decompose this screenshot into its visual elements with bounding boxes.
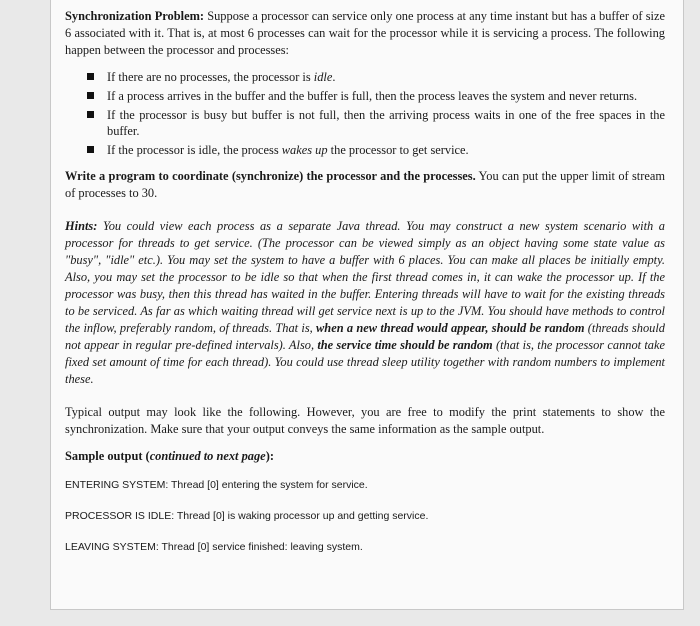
rules-list	[65, 69, 665, 158]
problem-heading: Synchronization Problem:	[65, 9, 205, 23]
list-item: If a process arrives in the buffer and the buffer is full, then the process leaves the system and never returns.	[87, 88, 665, 104]
sample-output-line-2: PROCESSOR IS IDLE: Thread [0] is waking processor up and getting service.	[65, 510, 429, 522]
list-item: If the processor is busy but buffer is not full, then the arriving process waits in one of the free spaces in the buffer.	[87, 107, 665, 139]
problem-statement	[65, 8, 665, 59]
hints-paragraph: Hints: You could view each process as a separate Java thread. You may construct a new system scenario with a processor for threads to get service. (The processor can be viewed simply as an object having some state value as "busy", "idle" etc.). You may set the system to have a buffer with 6 places. You can make all places be initially empty. Also, you may set the processor to be idle so that when the first thread comes in, it can wake the processor up. If the processor was busy, then this thread has waited in the buffer. Entering threads will have to wait for the existing threads to be serviced. As far as which waiting thread will get service next is up to the JVM. You should have methods to control the inflow, preferably random, of threads. That is, when a new thread would appear, should be random (threads should not appear in regular pre-defined intervals). Also, the service time should be random (that is, the processor cannot take fixed set amount of time for each thread). You could use thread sleep utility together with random numbers to implement these.	[65, 219, 666, 386]
sample-output-heading: Sample output (continued to next page):	[65, 449, 274, 463]
typical-output-paragraph: Typical output may look like the following. However, you are free to modify the print statements to show the synchronization. Make sure that your output conveys the same information as the sample output.	[65, 405, 665, 436]
sample-output-line-1: ENTERING SYSTEM: Thread [0] entering the system for service.	[65, 479, 368, 491]
document-content	[65, 8, 665, 556]
square-bullet-icon	[87, 111, 94, 118]
problem-text: Suppose a processor can service only one process at any time instant but has a buffer of size 6 associated with it. That is, at most 6 processes can wait for the processor while it is servicing a process. The following happen between the processor and processes:	[65, 9, 665, 57]
square-bullet-icon	[87, 146, 94, 153]
task-paragraph: Write a program to coordinate (synchronize) the processor and the processes. You can put the upper limit of stream of processes to 30.	[65, 169, 665, 200]
square-bullet-icon	[87, 73, 94, 80]
hints-label: Hints:	[65, 219, 98, 233]
task-bold: Write a program to coordinate (synchronize) the processor and the processes.	[65, 169, 476, 183]
list-item: If the processor is idle, the process wakes up the processor to get service.	[87, 142, 665, 158]
document-page	[50, 0, 684, 610]
square-bullet-icon	[87, 92, 94, 99]
sample-output-line-3: LEAVING SYSTEM: Thread [0] service finished: leaving system.	[65, 541, 363, 553]
list-item: If there are no processes, the processor is idle.	[87, 69, 665, 85]
